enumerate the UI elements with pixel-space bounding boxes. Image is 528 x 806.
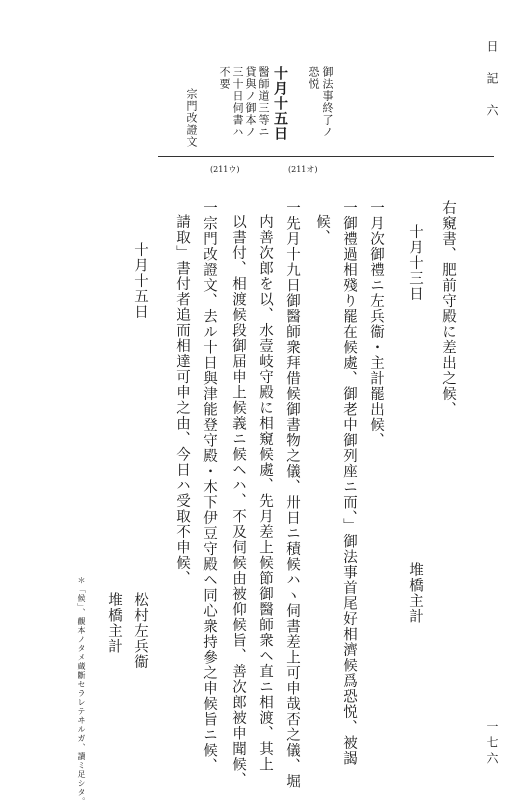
body-line-signature-2: 松村左兵衞 bbox=[132, 592, 148, 670]
headnote-first-col1: 御法事終了ノ bbox=[321, 66, 334, 138]
body-line-item-2-cont: 候、 bbox=[314, 214, 330, 245]
page-number: 一七六 bbox=[485, 720, 499, 768]
folio-mark-211u: (211ウ) bbox=[210, 165, 240, 174]
body-line-item-4-cont: 請取」書付者追而相達可申之由、今日ハ受取不申候、 bbox=[174, 214, 190, 586]
headnote-date: 十月十五日 bbox=[272, 66, 288, 141]
body-line-signature-3: 堆橋主計 bbox=[106, 592, 122, 654]
running-head: 日 記 六 bbox=[485, 40, 499, 120]
section-divider bbox=[158, 156, 494, 157]
body-line-item-1: 一月次御禮ニ左兵衞・主計罷出候、 bbox=[368, 200, 384, 448]
headnote-second-col4: 不要 bbox=[218, 66, 231, 90]
headnote-second-col1: 醫師道三等ニ bbox=[257, 66, 270, 138]
body-line-item-3-cont2: 以書付、相渡候段御届申上候義ニ候ヘハ、不及伺候由被仰候旨、善次郎被申聞候、 bbox=[230, 214, 246, 788]
headnote-second-col2: 貸與ノ御本ノ bbox=[244, 66, 257, 138]
headnote-second-col3: 三十日伺書ハ bbox=[231, 66, 244, 138]
body-line-item-3-cont1: 内善次郎を以、水壹岐守殿に相窺候處、先月差上候節御醫師衆ヘ直ニ相渡、其上 bbox=[257, 214, 273, 772]
body-line-item-3: 一先月十九日御醫師衆拜借候御書物之儀、卅日ニ積候ハヽ伺書差上可申哉否之儀、堀 bbox=[284, 200, 300, 789]
headnote-third: 宗門改證文 bbox=[185, 88, 198, 148]
body-line-item-4: 一宗門改證文、去ル十日與津能登守殿・木下伊豆守殿ヘ同心衆持參之申候旨ニ候、 bbox=[201, 200, 217, 774]
folio-mark-211o: (211オ) bbox=[288, 165, 318, 174]
body-line-date-15: 十月十五日 bbox=[132, 242, 148, 320]
body-line-signature-1: 堆橋主計 bbox=[407, 562, 423, 624]
body-line-item-2: 一御禮過相殘り罷在候處、御老中御列座ニ而、」御法事首尾好相濟候爲恐悦、被謁 bbox=[341, 200, 357, 767]
body-line-1: 右窺書、肥前守殿に差出之候、 bbox=[440, 200, 456, 417]
headnote-first-col2: 恐悦 bbox=[307, 66, 320, 90]
body-line-date-13: 十月十三日 bbox=[407, 224, 423, 302]
footnote: ＊「候」、觀本ノタメ蔵斷セラレテヰルガ、讀ミ足シタ。 bbox=[77, 576, 86, 806]
